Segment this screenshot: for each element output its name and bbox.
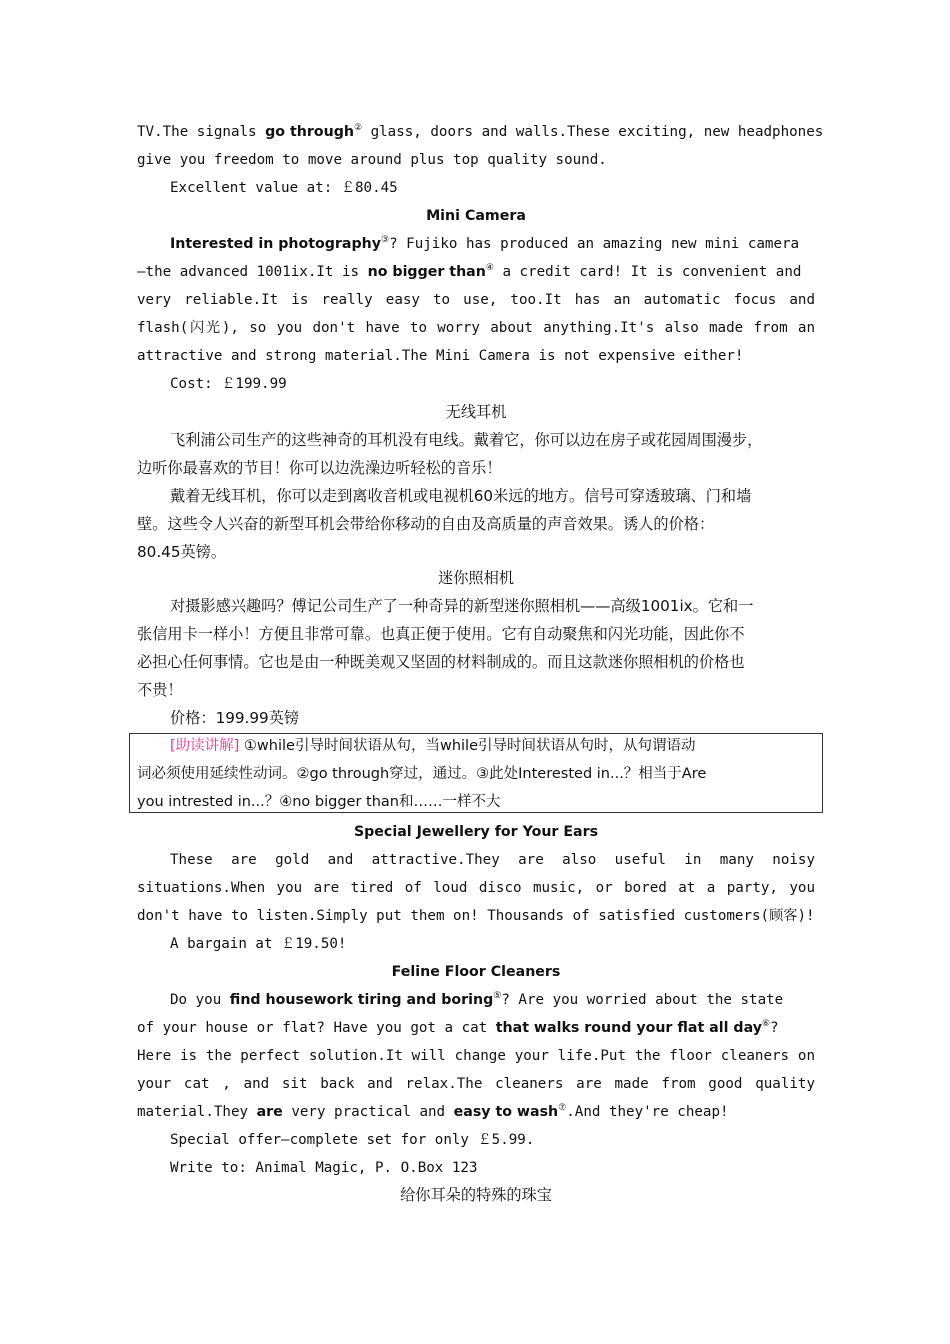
camera-cost: Cost: ￡199.99: [170, 376, 287, 392]
zh-headphones-p1-line-2: 边听你最喜欢的节目！你可以边洗澡边听轻松的音乐！: [137, 459, 502, 477]
zh-headphones-title: 无线耳机: [445, 403, 507, 421]
zh-camera-title: 迷你照相机: [438, 569, 514, 587]
zh-headphones-p2-line-1: 戴着无线耳机，你可以走到离收音机或电视机60米远的地方。信号可穿透玻璃、门和墙: [170, 487, 752, 505]
zh-camera-price: 价格：199.99英镑: [170, 709, 300, 727]
cleaners-line-2: of your house or flat? Have you got a cat that walks round your flat all day⑥?: [137, 1019, 779, 1036]
jewellery-title: Special Jewellery for Your Ears: [353, 824, 599, 840]
jewellery-line-3: don't have to listen.Simply put them on! Thousands of satisfied customers(顾客)!: [137, 908, 815, 924]
cleaners-line-1: Do you find housework tiring and boring⑤? Are you worried about the state: [170, 991, 784, 1008]
zh-camera-line-1: 对摄影感兴趣吗？傅记公司生产了一种奇异的新型迷你照相机——高级1001ix。它和一: [170, 597, 754, 615]
note-label: [助读讲解]: [170, 738, 240, 754]
cleaners-line-4: your cat , and sit back and relax.The cleaners are made from good quality: [137, 1076, 815, 1092]
jewellery-line-1: These are gold and attractive.They are also useful in many noisy: [170, 852, 815, 868]
jewellery-line-2: situations.When you are tired of loud disco music, or bored at a party, you: [137, 880, 815, 896]
cleaners-line-5: material.They are very practical and easy to wash⑦.And they're cheap!: [137, 1103, 729, 1120]
camera-line-3: very reliable.It is really easy to use, too.It has an automatic focus and: [137, 292, 815, 308]
zh-camera-line-2: 张信用卡一样小！方便且非常可靠。也真正便于使用。它有自动聚焦和闪光功能，因此你不: [137, 625, 745, 643]
zh-headphones-p2-line-3: 80.45英镑。: [137, 543, 227, 561]
note-line-3: you intrested in...？④no bigger than和……一样不大: [137, 794, 501, 810]
cleaners-address: Write to: Animal Magic, P. O.Box 123: [170, 1160, 478, 1176]
zh-camera-line-4: 不贵！: [137, 681, 183, 699]
note-line-1: [助读讲解] ①while引导时间状语从句，当while引导时间状语从句时，从句谓语动: [170, 738, 696, 754]
headphones-line-2: give you freedom to move around plus top quality sound.: [137, 152, 607, 168]
zh-jewellery-title: 给你耳朵的特殊的珠宝: [400, 1186, 552, 1204]
headphones-price: Excellent value at: ￡80.45: [170, 180, 398, 196]
zh-headphones-p1-line-1: 飞利浦公司生产的这些神奇的耳机没有电线。戴着它，你可以边在房子或花园周围漫步，: [170, 431, 763, 449]
note-line-2: 词必须使用延续性动词。②go through穿过，通过。③此处Interested in...？相当于Are: [137, 766, 707, 782]
zh-camera-line-3: 必担心任何事情。它也是由一种既美观又坚固的材料制成的。而且这款迷你照相机的价格也: [137, 653, 745, 671]
camera-line-4: flash(闪光), so you don't have to worry about anything.It's also made from an: [137, 320, 815, 336]
jewellery-price: A bargain at ￡19.50!: [170, 936, 347, 952]
camera-line-2: —the advanced 1001ix.It is no bigger than④ a credit card! It is convenient and: [137, 263, 802, 280]
phrase-go-through: go through: [265, 124, 354, 140]
cleaners-offer: Special offer—complete set for only ￡5.99.: [170, 1132, 535, 1148]
camera-line-1: Interested in photography③? Fujiko has produced an amazing new mini camera: [170, 235, 800, 252]
camera-line-5: attractive and strong material.The Mini Camera is not expensive either!: [137, 348, 744, 364]
cleaners-line-3: Here is the perfect solution.It will change your life.Put the floor cleaners on: [137, 1048, 815, 1064]
headphones-line-1: TV.The signals go through② glass, doors and walls.These exciting, new headphones: [137, 123, 824, 140]
camera-title: Mini Camera: [426, 208, 526, 224]
zh-headphones-p2-line-2: 壁。这些令人兴奋的新型耳机会带给你移动的自由及高质量的声音效果。诱人的价格：: [137, 515, 715, 533]
cleaners-title: Feline Floor Cleaners: [391, 964, 561, 980]
